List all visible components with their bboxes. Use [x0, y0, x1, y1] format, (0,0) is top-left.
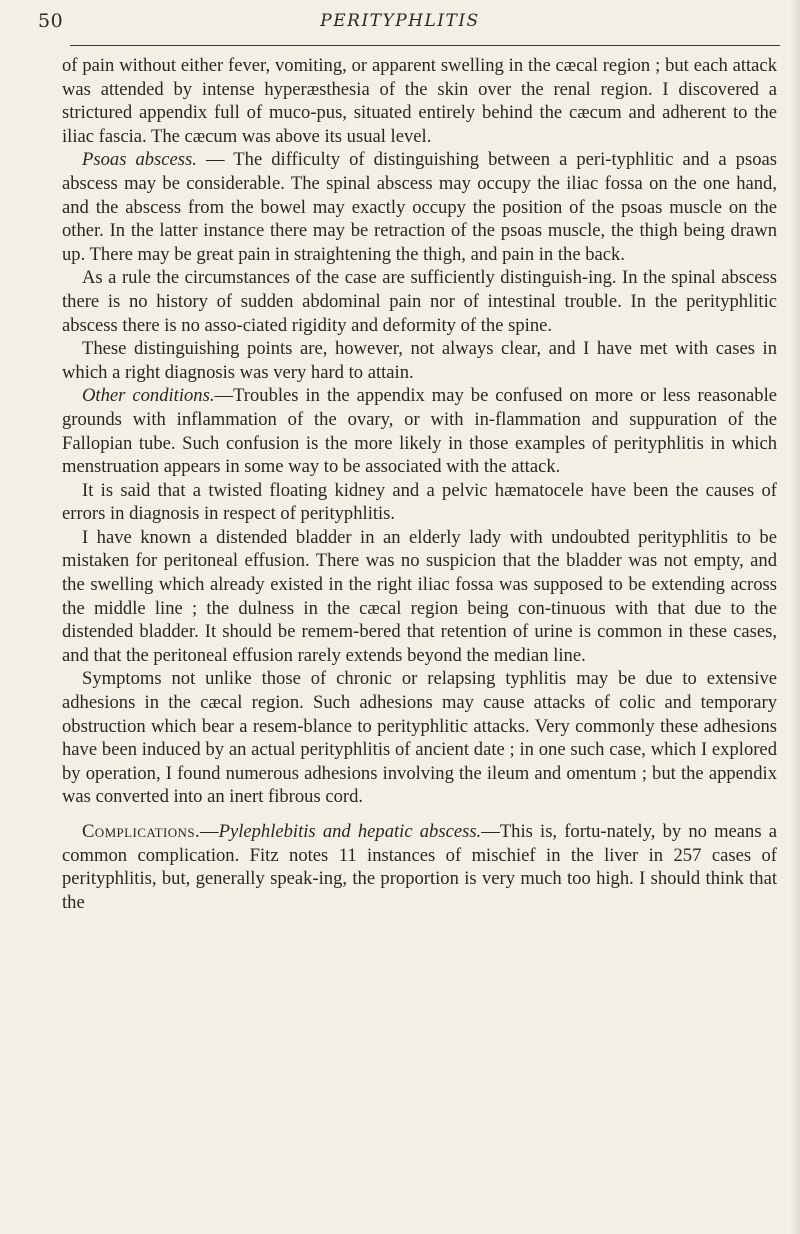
- paragraph: [62, 384, 777, 478]
- paragraph-text: Symptoms not unlike those of chronic or relapsing typhlitis may be due to extensive adhesions in the cæcal region. Such adhesions may cause attacks of colic and temporary obstruction which bear a resem-blance to perityphlitic attacks. Very commonly these adhesions have been induced by an actual perityphlitis of ancient date ; in one such case, which I explored by operation, I found numerous adhesions involving the ileum and omentum ; but the appendix was converted into an inert fibrous cord.: [62, 668, 777, 808]
- header-rule: [70, 45, 780, 46]
- paragraph-text: —This is, fortu-nately, by no means a common complication. Fitz notes 11 instances of mischief in the liver in 257 cases of perityphlitis, but, generally speak-ing, the proportion is very much too high. I should think that the: [62, 821, 778, 913]
- paragraph: [62, 337, 777, 384]
- paragraph: [62, 479, 777, 526]
- paragraph-text: of pain without either fever, vomiting, or apparent swelling in the cæcal region ; but each attack was attended by intense hyperæsthesia of the skin over the renal region. I discovered a strictured appendix full of muco-pus, situated entirely behind the cæcum and adherent to the iliac fascia. The cæcum was above its usual level.: [62, 55, 777, 147]
- section-heading-complications: Complications.: [82, 821, 200, 842]
- page-number: 50: [38, 10, 64, 32]
- paragraph: [62, 266, 777, 337]
- paragraph-text: —Troubles in the appendix may be confused on more or less reasonable grounds with inflammation of the ovary, or with in-flammation and suppuration of the Fallopian tube. Such confusion is the more likely in those examples of perityphlitis in which menstruation appears in some way to be associated with the attack.: [62, 385, 777, 478]
- paragraph: [62, 820, 777, 914]
- subsection-heading-pylephlebitis: Pylephlebitis and hepatic abscess.: [218, 821, 482, 842]
- dash: —: [200, 821, 219, 842]
- running-title: PERITYPHLITIS: [320, 11, 480, 31]
- paragraph-text: I have known a distended bladder in an elderly lady with undoubted perityphlitis to be mistaken for peritoneal effusion. There was no suspicion that the bladder was not empty, and the swelling which already existed in the right iliac fossa was supposed to be extending across the middle line ; the dulness in the cæcal region being con-tinuous with that due to the distended bladder. It should be remem-bered that retention of urine is common in these cases, and that the peritoneal effusion rarely extends beyond the median line.: [62, 526, 777, 666]
- body-text: [62, 54, 777, 914]
- page-edge-shadow: [790, 0, 800, 1234]
- section-heading-other-conditions: Other conditions.: [82, 385, 215, 407]
- paragraph-text: It is said that a twisted floating kidney and a pelvic hæmatocele have been the causes of errors in diagnosis in respect of perityphlitis.: [62, 479, 777, 525]
- paragraph: [62, 526, 777, 668]
- paragraph: [62, 667, 777, 809]
- paragraph: [62, 148, 777, 266]
- paragraph-text: — The difficulty of distinguishing between a peri-typhlitic and a psoas abscess may be considerable. The spinal abscess may occupy the iliac fossa on the one hand, and the abscess from the bowel may exactly occupy the position of the psoas muscle on the other. In the latter instance there may be retraction of the psoas muscle, the thigh being drawn up. There may be great pain in straightening the thigh, and pain in the back.: [62, 149, 778, 265]
- section-heading-psoas-abscess: Psoas abscess.: [82, 149, 197, 171]
- paragraph-text: As a rule the circumstances of the case are sufficiently distinguish-ing. In the spinal abscess there is no history of sudden abdominal pain nor of intestinal trouble. In the perityphlitic abscess there is no asso-ciated rigidity and deformity of the spine.: [62, 267, 777, 336]
- paragraph: [62, 54, 777, 148]
- paragraph-text: These distinguishing points are, however, not always clear, and I have met with cases in which a right diagnosis was very hard to attain.: [62, 338, 777, 383]
